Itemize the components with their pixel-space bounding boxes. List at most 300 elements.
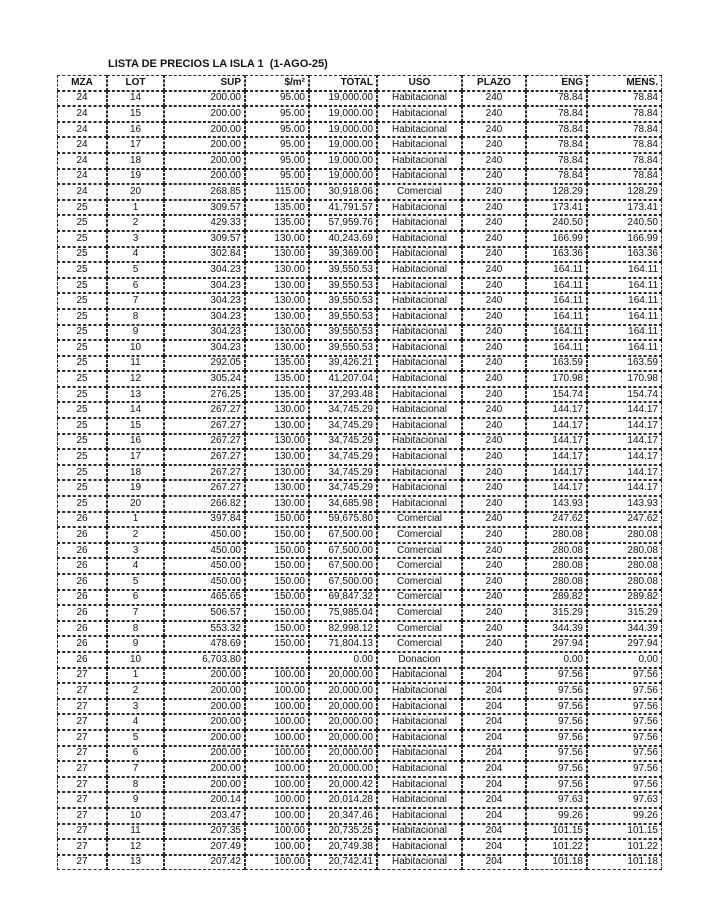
- cell-total: 57,959.76: [309, 215, 377, 231]
- cell-sup: 207.42: [164, 855, 245, 871]
- cell-total: 75,985.04: [309, 605, 377, 621]
- cell-total: 41,791.57: [309, 200, 377, 216]
- cell-mza: 25: [57, 402, 107, 418]
- table-row: [57, 652, 662, 668]
- cell-lot: 19: [107, 480, 164, 496]
- cell-lot: 9: [107, 792, 164, 808]
- cell-total: 34,685.98: [309, 496, 377, 512]
- cell-plazo: 240: [462, 91, 526, 107]
- cell-mens: 97.63: [587, 792, 662, 808]
- cell-sup: 302.84: [164, 247, 245, 263]
- cell-mens: 97.56: [587, 699, 662, 715]
- cell-sup: 200.00: [164, 91, 245, 107]
- table-row: [57, 200, 662, 216]
- cell-sup: 553.32: [164, 621, 245, 637]
- cell-eng: 166.99: [526, 231, 587, 247]
- cell-uso: Habitacional: [377, 153, 462, 169]
- cell-mza: 27: [57, 839, 107, 855]
- table-row: [57, 356, 662, 372]
- table-row: [57, 808, 662, 824]
- cell-eng: 78.84: [526, 91, 587, 107]
- cell-total: 20,000.00: [309, 746, 377, 762]
- cell-lot: 5: [107, 730, 164, 746]
- cell-m: 135.00: [245, 215, 309, 231]
- cell-sup: 200.14: [164, 792, 245, 808]
- cell-sup: 304.23: [164, 293, 245, 309]
- cell-m: 150.00: [245, 558, 309, 574]
- table-row: [57, 169, 662, 185]
- cell-sup: 200.00: [164, 106, 245, 122]
- cell-mza: 24: [57, 91, 107, 107]
- cell-m: 100.00: [245, 777, 309, 793]
- price-table: [57, 75, 662, 870]
- cell-sup: 292.05: [164, 356, 245, 372]
- cell-plazo: 240: [462, 418, 526, 434]
- cell-uso: Habitacional: [377, 106, 462, 122]
- cell-sup: 429.33: [164, 215, 245, 231]
- cell-plazo: 204: [462, 699, 526, 715]
- cell-mza: 26: [57, 574, 107, 590]
- cell-sup: 200.00: [164, 683, 245, 699]
- cell-m: 130.00: [245, 480, 309, 496]
- cell-eng: 164.11: [526, 262, 587, 278]
- cell-m: 130.00: [245, 231, 309, 247]
- cell-lot: 7: [107, 605, 164, 621]
- cell-eng: 78.84: [526, 169, 587, 185]
- table-row: [57, 153, 662, 169]
- cell-m: 130.00: [245, 262, 309, 278]
- column-header-uso: USO: [377, 75, 462, 91]
- cell-plazo: 240: [462, 449, 526, 465]
- cell-mza: 25: [57, 496, 107, 512]
- cell-lot: 7: [107, 761, 164, 777]
- cell-mens: 154.74: [587, 387, 662, 403]
- cell-mens: 78.84: [587, 122, 662, 138]
- cell-m: 100.00: [245, 808, 309, 824]
- cell-mens: 297.94: [587, 636, 662, 652]
- cell-m: 130.00: [245, 418, 309, 434]
- table-row: [57, 574, 662, 590]
- cell-uso: Habitacional: [377, 449, 462, 465]
- cell-mens: 144.17: [587, 449, 662, 465]
- cell-lot: 6: [107, 590, 164, 606]
- cell-uso: Habitacional: [377, 855, 462, 871]
- cell-m: 135.00: [245, 356, 309, 372]
- cell-mza: 25: [57, 434, 107, 450]
- cell-eng: 99.26: [526, 808, 587, 824]
- cell-eng: 144.17: [526, 402, 587, 418]
- cell-eng: 97.56: [526, 668, 587, 684]
- cell-m: 150.00: [245, 605, 309, 621]
- cell-mza: 27: [57, 792, 107, 808]
- cell-plazo: 204: [462, 683, 526, 699]
- table-row: [57, 434, 662, 450]
- cell-lot: 13: [107, 855, 164, 871]
- cell-eng: 280.08: [526, 558, 587, 574]
- cell-mens: 78.84: [587, 153, 662, 169]
- cell-plazo: 240: [462, 387, 526, 403]
- cell-plazo: 240: [462, 137, 526, 153]
- table-row: [57, 527, 662, 543]
- table-row: [57, 699, 662, 715]
- table-row: [57, 449, 662, 465]
- cell-lot: 5: [107, 574, 164, 590]
- cell-mza: 26: [57, 621, 107, 637]
- cell-uso: Donacion: [377, 652, 462, 668]
- cell-mza: 26: [57, 543, 107, 559]
- table-row: [57, 480, 662, 496]
- cell-m: 135.00: [245, 387, 309, 403]
- cell-mza: 24: [57, 137, 107, 153]
- cell-lot: 4: [107, 247, 164, 263]
- cell-total: 19,000.00: [309, 169, 377, 185]
- cell-plazo: 240: [462, 247, 526, 263]
- cell-lot: 16: [107, 434, 164, 450]
- cell-sup: 268.85: [164, 184, 245, 200]
- cell-plazo: 204: [462, 777, 526, 793]
- cell-sup: 200.00: [164, 714, 245, 730]
- cell-m: 100.00: [245, 855, 309, 871]
- cell-m: 95.00: [245, 169, 309, 185]
- cell-eng: 144.17: [526, 434, 587, 450]
- cell-lot: 10: [107, 808, 164, 824]
- cell-mens: 164.11: [587, 293, 662, 309]
- cell-mza: 25: [57, 200, 107, 216]
- cell-mens: 143.93: [587, 496, 662, 512]
- cell-plazo: 240: [462, 402, 526, 418]
- cell-total: 82,998.12: [309, 621, 377, 637]
- cell-m: 150.00: [245, 527, 309, 543]
- cell-mza: 25: [57, 340, 107, 356]
- cell-eng: 240.50: [526, 215, 587, 231]
- cell-m: [245, 652, 309, 668]
- cell-lot: 20: [107, 184, 164, 200]
- cell-mza: 27: [57, 777, 107, 793]
- cell-eng: 164.11: [526, 340, 587, 356]
- cell-total: 20,000.00: [309, 730, 377, 746]
- cell-mza: 26: [57, 527, 107, 543]
- cell-lot: 5: [107, 262, 164, 278]
- cell-sup: 304.23: [164, 309, 245, 325]
- cell-mza: 24: [57, 106, 107, 122]
- cell-eng: 97.63: [526, 792, 587, 808]
- cell-m: 130.00: [245, 293, 309, 309]
- cell-eng: 144.17: [526, 449, 587, 465]
- cell-plazo: 204: [462, 730, 526, 746]
- cell-lot: 10: [107, 652, 164, 668]
- cell-total: 67,500.00: [309, 558, 377, 574]
- cell-mza: 27: [57, 699, 107, 715]
- cell-mza: 25: [57, 278, 107, 294]
- cell-m: 150.00: [245, 543, 309, 559]
- cell-total: 19,000.00: [309, 137, 377, 153]
- cell-lot: 2: [107, 683, 164, 699]
- table-row: [57, 137, 662, 153]
- cell-lot: 9: [107, 325, 164, 341]
- cell-lot: 12: [107, 839, 164, 855]
- cell-mza: 26: [57, 590, 107, 606]
- cell-eng: 97.56: [526, 746, 587, 762]
- cell-eng: 315.29: [526, 605, 587, 621]
- cell-mens: 164.11: [587, 325, 662, 341]
- table-row: [57, 590, 662, 606]
- cell-mens: 99.26: [587, 808, 662, 824]
- cell-uso: Habitacional: [377, 293, 462, 309]
- cell-uso: Habitacional: [377, 418, 462, 434]
- cell-mza: 25: [57, 231, 107, 247]
- cell-sup: 200.00: [164, 169, 245, 185]
- cell-mza: 25: [57, 325, 107, 341]
- cell-lot: 8: [107, 621, 164, 637]
- cell-plazo: 240: [462, 309, 526, 325]
- cell-mens: 164.11: [587, 309, 662, 325]
- table-row: [57, 496, 662, 512]
- cell-total: 67,500.00: [309, 527, 377, 543]
- cell-mens: 144.17: [587, 465, 662, 481]
- cell-eng: 97.56: [526, 714, 587, 730]
- cell-plazo: 240: [462, 371, 526, 387]
- cell-total: 37,293.48: [309, 387, 377, 403]
- column-header-mens: MENS.: [587, 75, 662, 91]
- cell-mens: 344.39: [587, 621, 662, 637]
- cell-mens: 101.18: [587, 855, 662, 871]
- cell-mza: 26: [57, 636, 107, 652]
- cell-total: 20,735.25: [309, 824, 377, 840]
- table-row: [57, 293, 662, 309]
- cell-lot: 15: [107, 418, 164, 434]
- cell-lot: 14: [107, 402, 164, 418]
- cell-uso: Habitacional: [377, 387, 462, 403]
- cell-sup: 200.00: [164, 668, 245, 684]
- cell-eng: 280.08: [526, 527, 587, 543]
- cell-m: 150.00: [245, 512, 309, 528]
- cell-m: 100.00: [245, 792, 309, 808]
- cell-eng: 97.56: [526, 761, 587, 777]
- cell-total: 71,804.13: [309, 636, 377, 652]
- cell-eng: 164.11: [526, 309, 587, 325]
- cell-m: 130.00: [245, 496, 309, 512]
- table-row: [57, 668, 662, 684]
- cell-uso: Habitacional: [377, 122, 462, 138]
- column-header-mza: MZA: [57, 75, 107, 91]
- cell-eng: 163.59: [526, 356, 587, 372]
- cell-plazo: 240: [462, 356, 526, 372]
- cell-plazo: 240: [462, 496, 526, 512]
- cell-sup: 200.00: [164, 730, 245, 746]
- cell-plazo: 240: [462, 527, 526, 543]
- cell-mens: 97.56: [587, 746, 662, 762]
- cell-uso: Habitacional: [377, 792, 462, 808]
- cell-eng: 78.84: [526, 122, 587, 138]
- table-row: [57, 418, 662, 434]
- table-row: [57, 340, 662, 356]
- cell-sup: 6,703.80: [164, 652, 245, 668]
- cell-plazo: 204: [462, 808, 526, 824]
- cell-eng: 289.82: [526, 590, 587, 606]
- cell-total: 34,745.29: [309, 434, 377, 450]
- cell-mens: 163.59: [587, 356, 662, 372]
- cell-mza: 25: [57, 215, 107, 231]
- table-header-row: [57, 75, 662, 91]
- cell-sup: 267.27: [164, 418, 245, 434]
- table-row: [57, 184, 662, 200]
- cell-total: 39,426.21: [309, 356, 377, 372]
- cell-sup: 305.24: [164, 371, 245, 387]
- cell-uso: Habitacional: [377, 215, 462, 231]
- cell-plazo: 240: [462, 262, 526, 278]
- cell-eng: 144.17: [526, 418, 587, 434]
- cell-plazo: 240: [462, 278, 526, 294]
- cell-eng: 344.39: [526, 621, 587, 637]
- cell-mens: 280.08: [587, 574, 662, 590]
- cell-plazo: 204: [462, 746, 526, 762]
- cell-mza: 27: [57, 668, 107, 684]
- cell-sup: 200.00: [164, 761, 245, 777]
- cell-mens: 97.56: [587, 777, 662, 793]
- cell-eng: 163.36: [526, 247, 587, 263]
- cell-total: 20,000.42: [309, 777, 377, 793]
- cell-total: 39,550.53: [309, 278, 377, 294]
- cell-mens: 97.56: [587, 714, 662, 730]
- cell-uso: Habitacional: [377, 325, 462, 341]
- cell-sup: 276.25: [164, 387, 245, 403]
- cell-plazo: 240: [462, 325, 526, 341]
- cell-plazo: 240: [462, 512, 526, 528]
- cell-m: 150.00: [245, 636, 309, 652]
- cell-plazo: 240: [462, 231, 526, 247]
- cell-mza: 27: [57, 730, 107, 746]
- cell-total: 0.00: [309, 652, 377, 668]
- cell-eng: 78.84: [526, 137, 587, 153]
- cell-total: 39,550.53: [309, 325, 377, 341]
- cell-mens: 240.50: [587, 215, 662, 231]
- cell-mza: 25: [57, 480, 107, 496]
- cell-lot: 3: [107, 543, 164, 559]
- cell-eng: 101.15: [526, 824, 587, 840]
- cell-total: 34,745.29: [309, 480, 377, 496]
- cell-sup: 203.47: [164, 808, 245, 824]
- cell-mens: 78.84: [587, 106, 662, 122]
- table-row: [57, 792, 662, 808]
- cell-uso: Comercial: [377, 636, 462, 652]
- cell-uso: Habitacional: [377, 247, 462, 263]
- cell-lot: 1: [107, 512, 164, 528]
- cell-mens: 78.84: [587, 169, 662, 185]
- cell-plazo: 240: [462, 636, 526, 652]
- cell-total: 20,000.00: [309, 699, 377, 715]
- cell-sup: 450.00: [164, 543, 245, 559]
- cell-m: 130.00: [245, 340, 309, 356]
- table-row: [57, 730, 662, 746]
- cell-uso: Habitacional: [377, 402, 462, 418]
- cell-plazo: 240: [462, 106, 526, 122]
- cell-m: 100.00: [245, 746, 309, 762]
- cell-mza: 25: [57, 262, 107, 278]
- cell-mens: 163.36: [587, 247, 662, 263]
- cell-lot: 1: [107, 668, 164, 684]
- cell-plazo: 204: [462, 855, 526, 871]
- table-row: [57, 371, 662, 387]
- cell-sup: 200.00: [164, 699, 245, 715]
- cell-eng: 297.94: [526, 636, 587, 652]
- cell-uso: Comercial: [377, 527, 462, 543]
- cell-mza: 24: [57, 184, 107, 200]
- cell-mza: 25: [57, 418, 107, 434]
- cell-uso: Habitacional: [377, 730, 462, 746]
- cell-total: 34,745.29: [309, 402, 377, 418]
- cell-uso: Habitacional: [377, 356, 462, 372]
- cell-total: 19,000.00: [309, 91, 377, 107]
- cell-m: 150.00: [245, 621, 309, 637]
- cell-uso: Habitacional: [377, 169, 462, 185]
- cell-mza: 26: [57, 558, 107, 574]
- cell-mens: 166.99: [587, 231, 662, 247]
- cell-sup: 309.57: [164, 200, 245, 216]
- cell-mens: 280.08: [587, 527, 662, 543]
- cell-uso: Comercial: [377, 558, 462, 574]
- table-row: [57, 543, 662, 559]
- table-row: [57, 309, 662, 325]
- cell-lot: 19: [107, 169, 164, 185]
- cell-plazo: 240: [462, 605, 526, 621]
- cell-total: 41,207.04: [309, 371, 377, 387]
- cell-lot: 17: [107, 449, 164, 465]
- cell-plazo: 240: [462, 590, 526, 606]
- cell-lot: 6: [107, 746, 164, 762]
- column-header-total: TOTAL: [309, 75, 377, 91]
- cell-total: 34,745.29: [309, 418, 377, 434]
- table-row: [57, 278, 662, 294]
- cell-eng: 101.18: [526, 855, 587, 871]
- table-row: [57, 512, 662, 528]
- cell-eng: 143.93: [526, 496, 587, 512]
- cell-total: 20,000.00: [309, 761, 377, 777]
- cell-m: 130.00: [245, 434, 309, 450]
- cell-total: 20,742.41: [309, 855, 377, 871]
- cell-total: 20,000.00: [309, 668, 377, 684]
- cell-lot: 18: [107, 465, 164, 481]
- cell-m: 100.00: [245, 668, 309, 684]
- cell-sup: 397.84: [164, 512, 245, 528]
- cell-lot: 1: [107, 200, 164, 216]
- cell-plazo: 240: [462, 169, 526, 185]
- cell-m: 130.00: [245, 309, 309, 325]
- cell-plazo: 240: [462, 153, 526, 169]
- cell-sup: 309.57: [164, 231, 245, 247]
- cell-total: 30,918.06: [309, 184, 377, 200]
- cell-mza: 25: [57, 293, 107, 309]
- cell-mens: 144.17: [587, 402, 662, 418]
- cell-mens: 144.17: [587, 434, 662, 450]
- cell-sup: 267.27: [164, 465, 245, 481]
- cell-uso: Habitacional: [377, 309, 462, 325]
- column-header-sup: SUP: [164, 75, 245, 91]
- cell-m: 100.00: [245, 761, 309, 777]
- cell-sup: 267.27: [164, 449, 245, 465]
- cell-lot: 12: [107, 371, 164, 387]
- table-row: [57, 761, 662, 777]
- cell-m: 95.00: [245, 91, 309, 107]
- cell-total: 34,745.29: [309, 449, 377, 465]
- cell-lot: 2: [107, 527, 164, 543]
- cell-plazo: 204: [462, 824, 526, 840]
- cell-lot: 2: [107, 215, 164, 231]
- table-row: [57, 325, 662, 341]
- table-row: [57, 215, 662, 231]
- cell-m: 95.00: [245, 137, 309, 153]
- cell-lot: 13: [107, 387, 164, 403]
- cell-plazo: 204: [462, 761, 526, 777]
